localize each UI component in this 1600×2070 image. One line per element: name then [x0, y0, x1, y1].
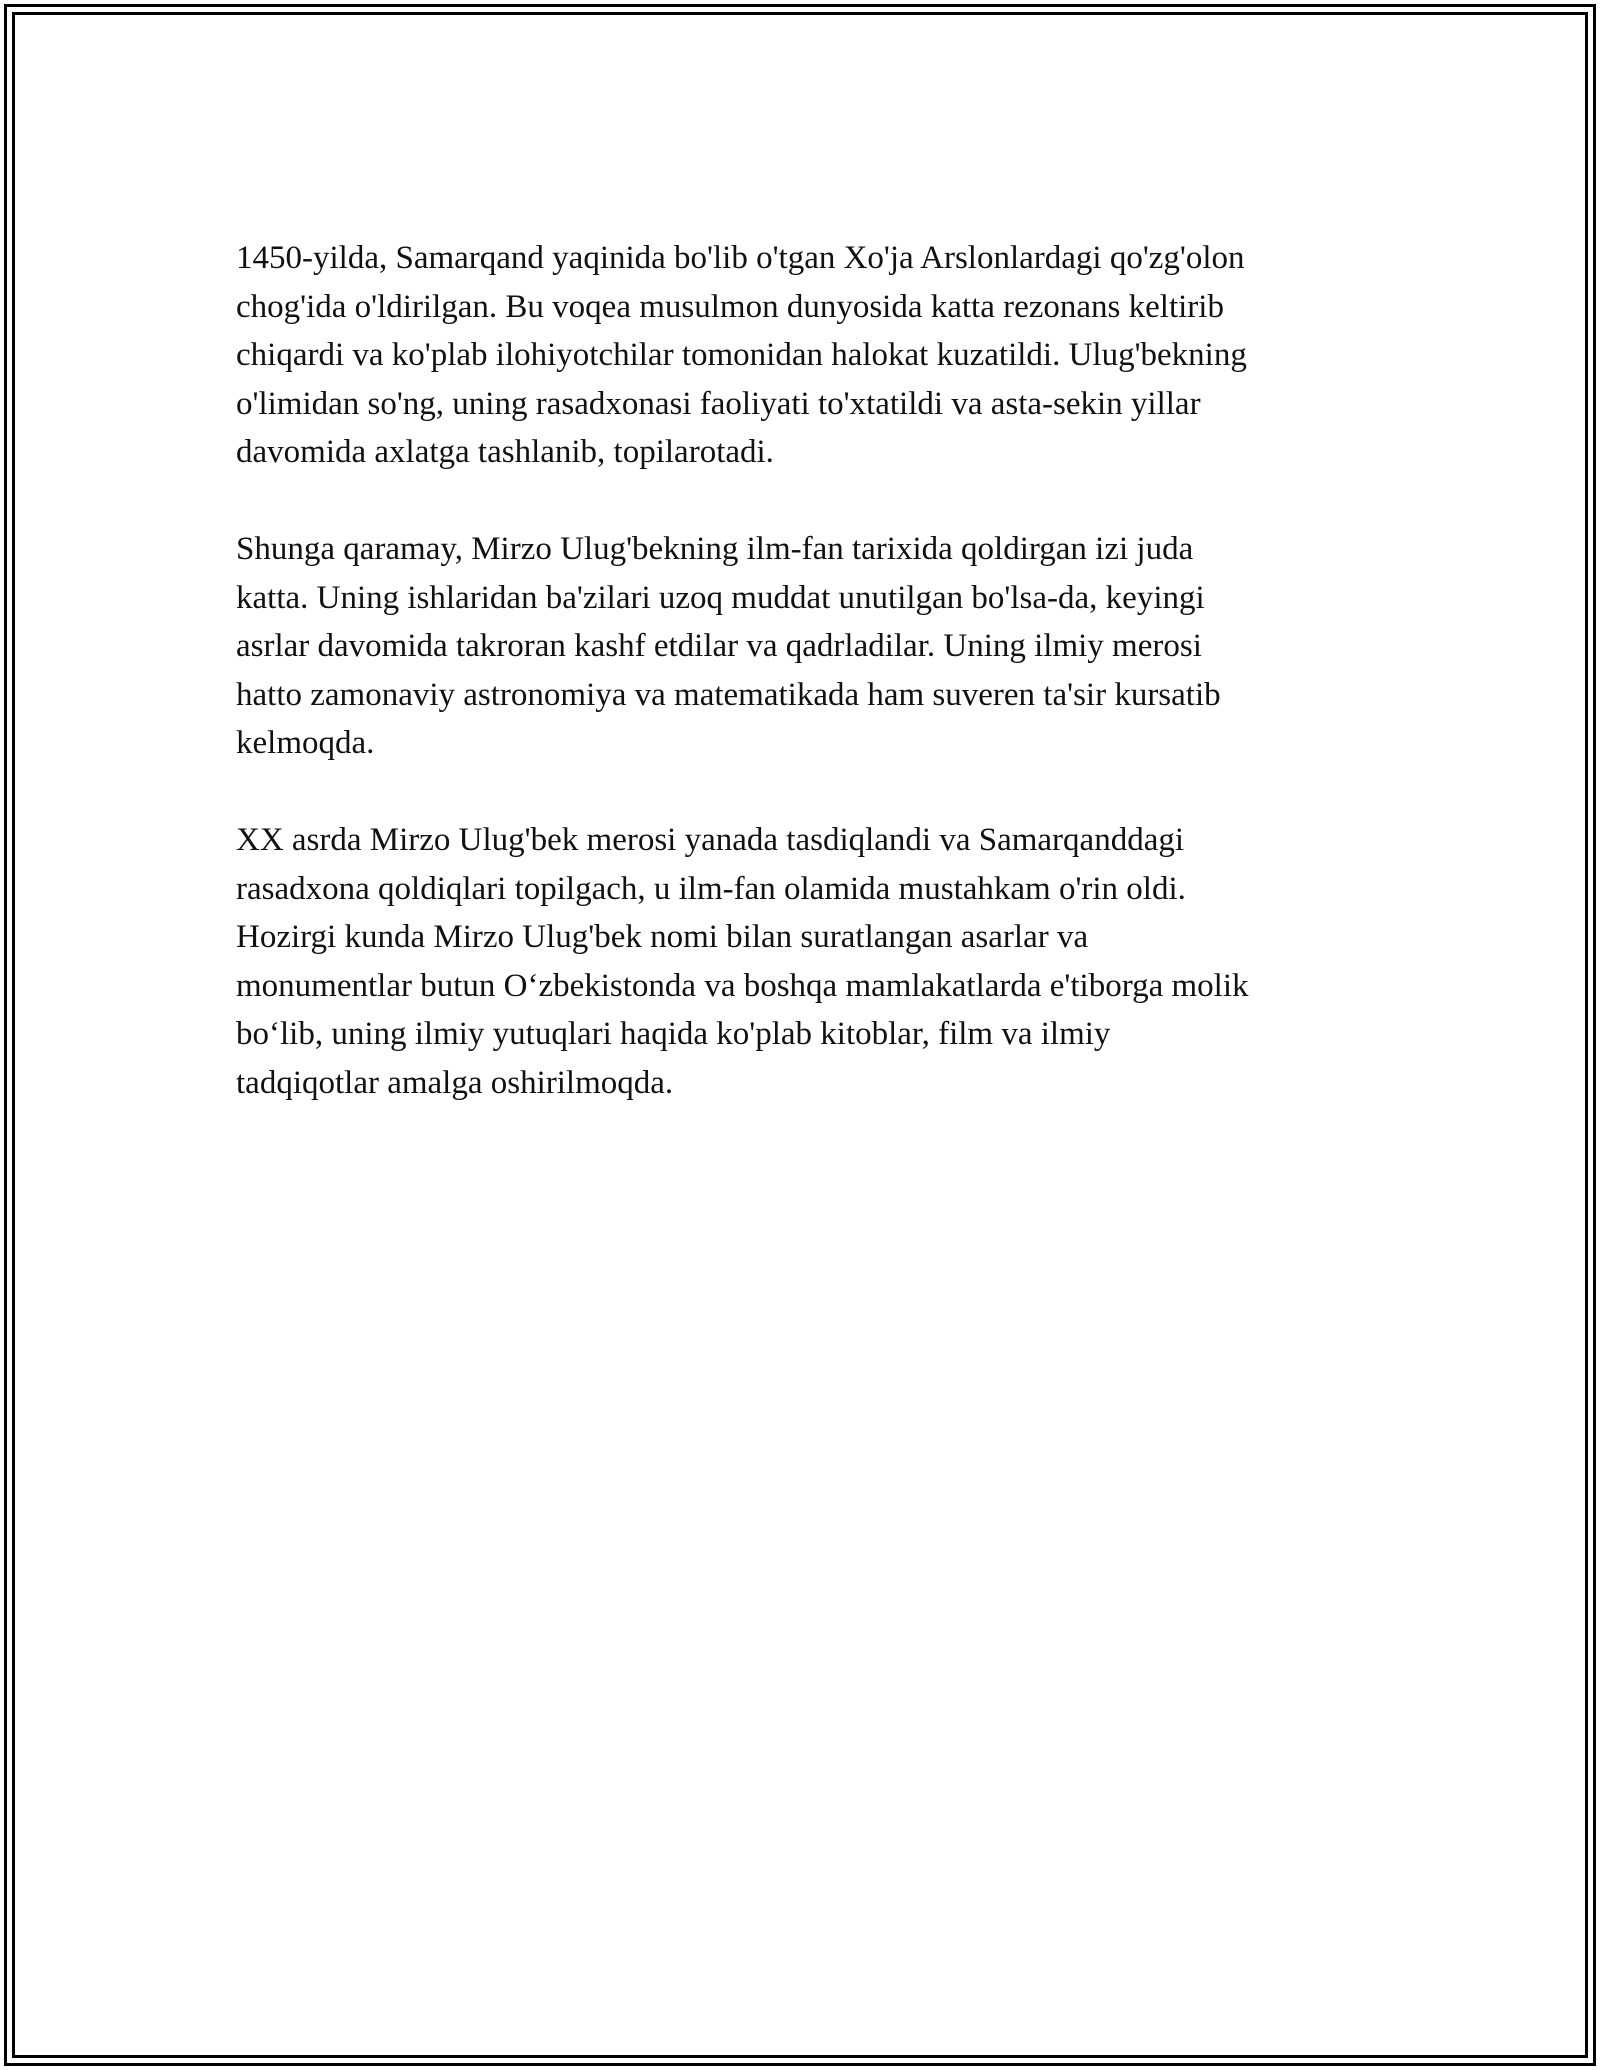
paragraph-line: asrlar davomida takroran kashf etdilar va qadrladilar. Uning ilmiy merosi	[236, 628, 1202, 664]
paragraph-line: hatto zamonaviy astronomiya va matematikada ham suveren ta'sir kursatib	[236, 676, 1221, 713]
paragraph-2	[236, 525, 1376, 768]
paragraph-line: 1450-yilda, Samarqand yaqinida bo'lib o'tgan Xo'ja Arslonlardagi qo'zg'olon	[236, 240, 1245, 276]
document-body	[236, 234, 1376, 1156]
paragraph-line: chiqardi va ko'plab ilohiyotchilar tomonidan halokat kuzatildi. Ulug'bekning	[236, 337, 1247, 373]
paragraph-line: monumentlar butun O‘zbekistonda va boshqa mamlakatlarda e'tiborga molik	[236, 967, 1249, 1004]
paragraph-line: katta. Uning ishlaridan ba'zilari uzoq muddat unutilgan bo'lsa-da, keyingi	[236, 579, 1205, 616]
paragraph-line: davomida axlatga tashlanib, topilarotadi.	[236, 434, 774, 470]
paragraph-line: kelmoqda.	[236, 725, 375, 761]
paragraph-line: o'limidan so'ng, uning rasadxonasi faoliyati to'xtatildi va asta-sekin yillar	[236, 385, 1201, 422]
paragraph-line: chog'ida o'ldirilgan. Bu voqea musulmon dunyosida katta rezonans keltirib	[236, 288, 1224, 325]
paragraph-line: rasadxona qoldiqlari topilgach, u ilm-fan olamida mustahkam o'rin oldi.	[236, 870, 1186, 907]
paragraph-line: Shunga qaramay, Mirzo Ulug'bekning ilm-fan tarixida qoldirgan izi juda	[236, 531, 1194, 567]
paragraph-3	[236, 816, 1376, 1107]
paragraph-line: bo‘lib, uning ilmiy yutuqlari haqida ko'plab kitoblar, film va ilmiy	[236, 1016, 1111, 1052]
paragraph-line: tadqiqotlar amalga oshirilmoqda.	[236, 1064, 674, 1101]
paragraph-1	[236, 234, 1376, 477]
paragraph-line: Hozirgi kunda Mirzo Ulug'bek nomi bilan suratlangan asarlar va	[236, 919, 1089, 955]
paragraph-line: XX asrda Mirzo Ulug'bek merosi yanada tasdiqlandi va Samarqanddagi	[236, 822, 1185, 858]
